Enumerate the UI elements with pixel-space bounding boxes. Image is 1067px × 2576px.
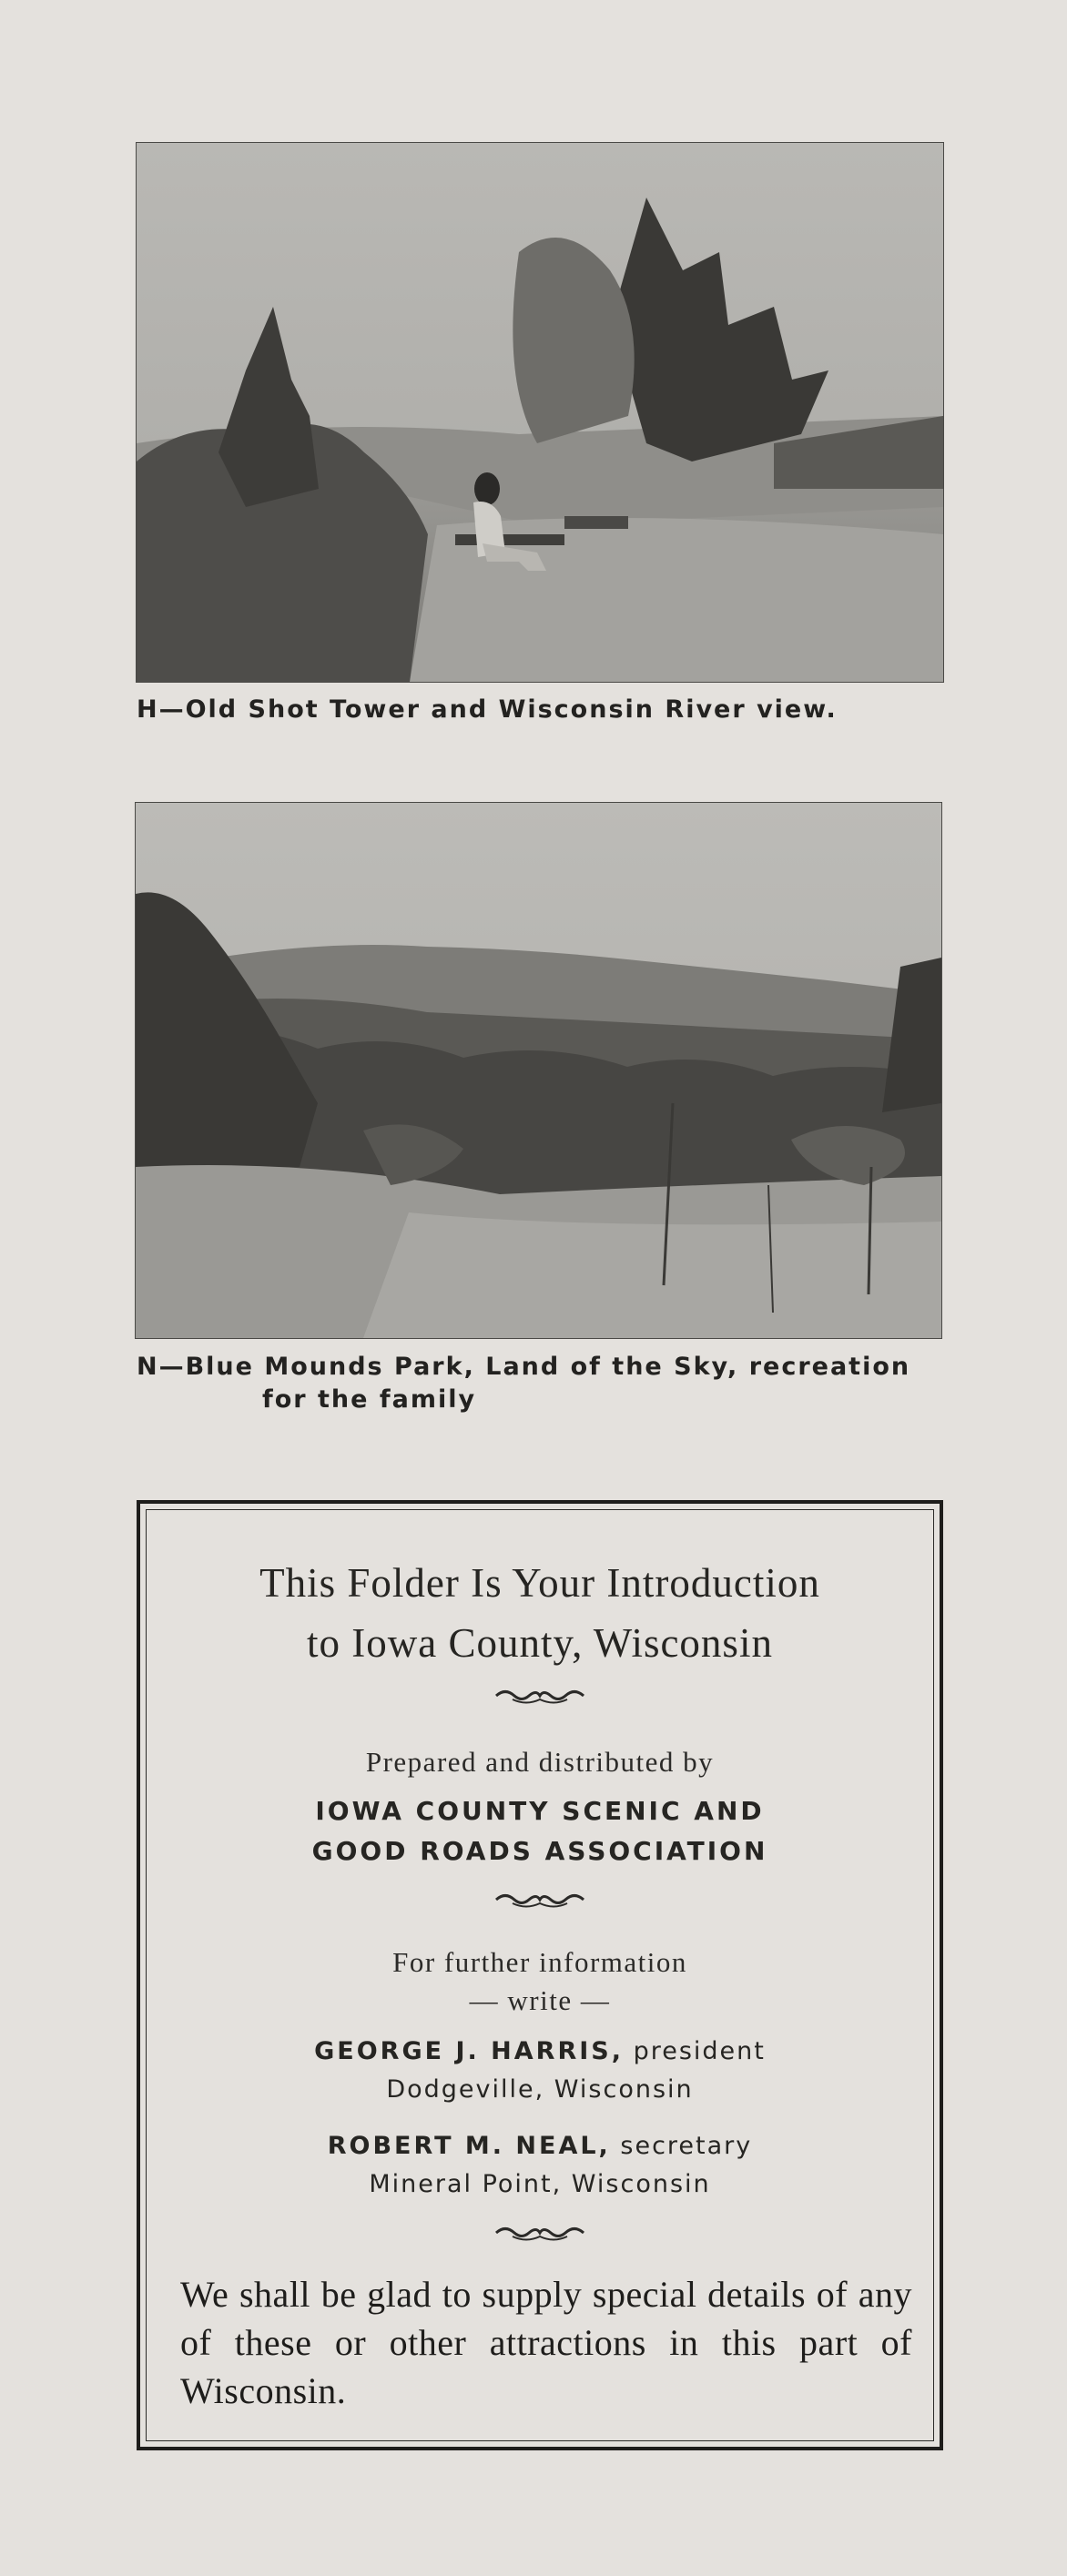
box-org-line1: IOWA COUNTY SCENIC AND xyxy=(315,1796,765,1826)
box-org-line2: GOOD ROADS ASSOCIATION xyxy=(311,1836,768,1866)
photo-n-caption-line1: N—Blue Mounds Park, Land of the Sky, recreation xyxy=(137,1353,911,1381)
box-contact1-name: GEORGE J. HARRIS, xyxy=(314,2037,624,2065)
box-prepared-text: Prepared and distributed by xyxy=(365,1746,715,1778)
photo-n-caption xyxy=(137,1351,910,1416)
ornament-divider-icon xyxy=(494,1686,585,1706)
box-contact2-role: secretary xyxy=(620,2132,753,2160)
box-contact1-line xyxy=(140,2033,940,2070)
box-write-text: — write — xyxy=(469,1984,611,2016)
box-contact2-line xyxy=(140,2128,940,2165)
photo-blue-mounds-park xyxy=(136,803,941,1338)
box-contact2-city: Mineral Point, Wisconsin xyxy=(369,2170,711,2198)
photo-shot-tower-river-view-image xyxy=(137,143,943,682)
photo-h-caption-text: H—Old Shot Tower and Wisconsin River view. xyxy=(137,695,838,724)
box-contact1-role: president xyxy=(633,2037,766,2065)
photo-shot-tower-river-view xyxy=(137,143,943,682)
photo-blue-mounds-park-image xyxy=(136,803,941,1338)
info-box xyxy=(137,1500,943,2450)
photo-n-caption-line2: for the family xyxy=(262,1385,477,1414)
box-title-line1: This Folder Is Your Introduction xyxy=(259,1560,820,1606)
box-contact2-name: ROBERT M. NEAL, xyxy=(327,2132,611,2160)
ornament-divider-icon xyxy=(494,2223,585,2243)
photo-h-caption xyxy=(137,694,838,726)
box-title-line2: to Iowa County, Wisconsin xyxy=(307,1620,773,1666)
box-further-info-text: For further information xyxy=(392,1946,687,1978)
ornament-divider-icon xyxy=(494,1890,585,1910)
box-contact1-city: Dodgeville, Wisconsin xyxy=(386,2075,694,2104)
box-closing-paragraph: We shall be glad to supply special details of any of these or other attractions in this part of Wisconsin. xyxy=(180,2274,912,2411)
